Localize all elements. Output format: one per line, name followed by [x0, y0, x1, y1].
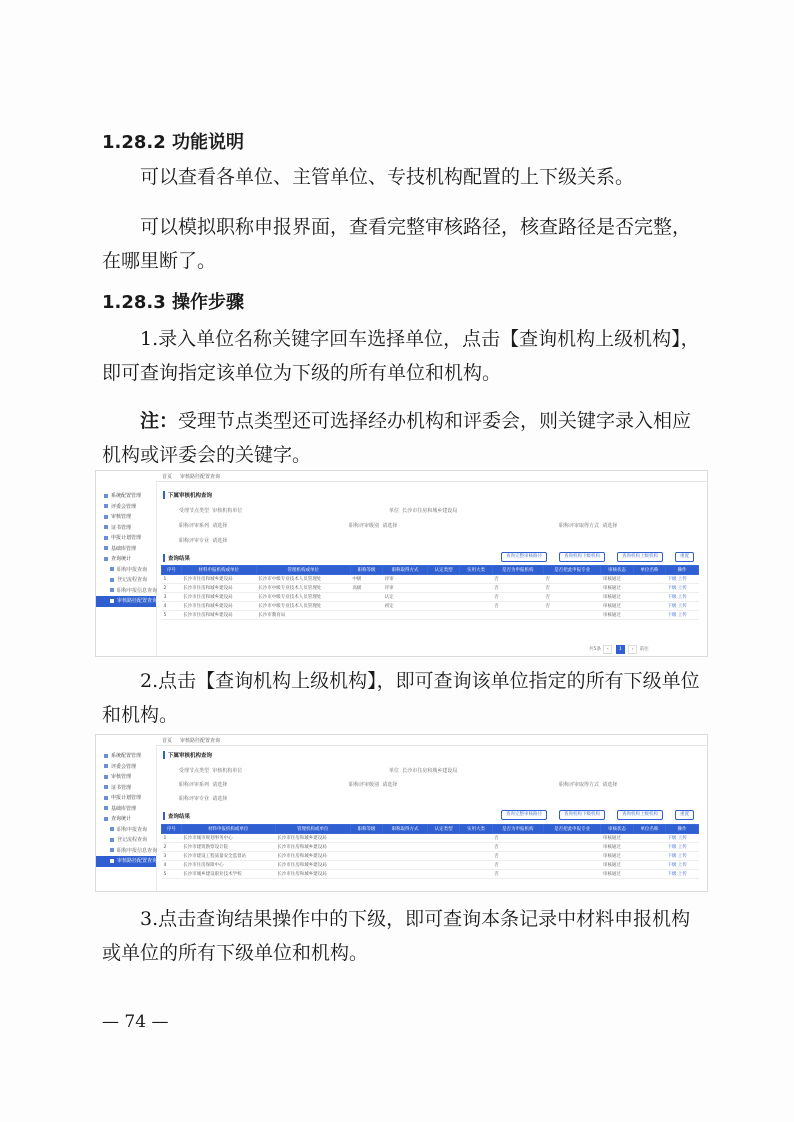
table-cell [633, 593, 665, 602]
table-header-cell: 序号 [162, 825, 182, 834]
major-select[interactable]: 请选择 [212, 796, 228, 802]
sidebar-item-query[interactable]: 查询统计 [96, 814, 156, 825]
doc-icon [110, 859, 114, 863]
table-cell: 中级 [350, 575, 382, 584]
sidebar [96, 745, 157, 891]
row-actions[interactable]: 下级 上传 [665, 870, 698, 879]
table-cell [350, 602, 382, 611]
full-path-button[interactable]: 查询完整审核路径 [501, 552, 547, 562]
note-text: 受理节点类型还可选择经办机构和评委会，则关键字录入相应机构或评委会的关键字。 [102, 410, 692, 466]
table-cell: 审核通过 [601, 575, 633, 584]
audit-icon [104, 775, 108, 779]
table-cell: 1 [162, 575, 182, 584]
table-cell [633, 852, 665, 861]
table-cell [428, 575, 460, 584]
paragraph-function-2: 可以模拟职称申报界面，查看完整审核路径，核查路径是否完整，在哪里断了。 [102, 216, 692, 272]
table-cell [633, 834, 665, 843]
unit-input[interactable]: 长沙市住房和城乡建设局 [402, 508, 458, 514]
table-cell [460, 593, 492, 602]
table-cell: 长沙市住房和城乡建设局 [275, 843, 350, 852]
way-select[interactable]: 请选择 [602, 523, 618, 529]
certificate-icon [104, 525, 108, 529]
table-row [162, 861, 699, 870]
table-cell [633, 584, 665, 593]
table-cell: 长沙市城市规划事务中心 [181, 834, 275, 843]
form-series: 职称评审系列 请选择 [179, 782, 228, 788]
table-cell: 长沙市住房和城乡建设局 [275, 861, 350, 870]
table-cell [460, 834, 492, 843]
table-cell: 评审 [383, 584, 428, 593]
table-cell [350, 843, 382, 852]
page-number: — 74 — [102, 1012, 169, 1032]
sidebar-item-audit[interactable]: 审核管理 [96, 512, 156, 523]
table-cell: 2 [162, 584, 182, 593]
table-cell [383, 834, 428, 843]
table-cell [350, 861, 382, 870]
table-cell: 长沙市中级专业技术人员管理处 [256, 593, 350, 602]
table-cell: 长沙市住房和城乡建设局 [181, 593, 256, 602]
table-cell [460, 870, 492, 879]
lower-org-button[interactable]: 查询机构下级机构 [559, 552, 605, 562]
table-cell: 否 [492, 861, 543, 870]
table-cell [350, 834, 382, 843]
table-header-cell: 审核状态 [601, 825, 633, 834]
table-header-cell: 是否为申报机构 [492, 566, 543, 575]
form-series: 职称评审系列 请选择 [179, 523, 228, 529]
step-2-text: 2.点击【查询机构上级机构】，即可查询该单位指定的所有下级单位和机构。 [102, 670, 700, 726]
paragraph-function-1: 可以查看各单位、主管单位、专技机构配置的上下级关系。 [140, 166, 635, 188]
sidebar-item-info-query[interactable]: 职称申报信息查询 [96, 846, 156, 857]
table-header-cell: 操作 [665, 566, 698, 575]
table-cell: 否 [492, 602, 543, 611]
table-row [162, 593, 699, 602]
row-actions[interactable]: 下级 上传 [665, 843, 698, 852]
step-1-text: 1.录入单位名称关键字回车选择单位，点击【查询机构上级机构】，即可查询指定该单位为下级的所有单位和机构。 [102, 328, 700, 384]
table-cell: 长沙市住房和城乡建设局 [181, 611, 256, 620]
table-cell: 初定 [383, 602, 428, 611]
table-cell [543, 611, 601, 620]
table-header-cell: 认定类型 [428, 825, 460, 834]
doc-icon [110, 578, 114, 582]
table-header-cell: 职称取得方式 [383, 566, 428, 575]
table-cell [428, 852, 460, 861]
doc-icon [110, 827, 114, 831]
level-select[interactable]: 请选择 [382, 523, 398, 529]
table-cell: 高级 [350, 584, 382, 593]
nav-home[interactable]: 首页 [162, 474, 173, 480]
sidebar-item-info-query[interactable]: 职称申报信息查询 [96, 586, 156, 597]
table-cell: 否 [492, 843, 543, 852]
settings-icon [104, 754, 108, 758]
row-actions[interactable]: 下级 上传 [665, 861, 698, 870]
table-cell: 长沙市住房和城乡建设局 [181, 575, 256, 584]
sidebar-item-certificate[interactable]: 证书管理 [96, 783, 156, 794]
table-cell: 长沙市城乡建设职业技术学校 [181, 870, 275, 879]
form-level: 职称评审级别 请选择 [349, 782, 398, 788]
table-cell [492, 611, 543, 620]
form-unit: 单位 长沙市住房和城乡建设局 [389, 768, 458, 774]
table-cell [460, 575, 492, 584]
table-cell: 长沙市教育局 [256, 611, 350, 620]
database-icon [104, 546, 108, 550]
table-cell: 1 [162, 834, 182, 843]
table-cell [633, 602, 665, 611]
reset-button[interactable]: 重置 [675, 552, 694, 562]
form-node-type: 受理节点类型 审核机构单位 [179, 508, 243, 514]
sidebar-item-path-query[interactable]: 审核路径配置查询 [96, 596, 156, 607]
table-cell: 否 [543, 593, 601, 602]
committee-icon [104, 504, 108, 508]
table-row [162, 834, 699, 843]
table-cell: 4 [162, 602, 182, 611]
search-icon [104, 817, 108, 821]
table-header-cell: 是否把此申报专业 [543, 825, 601, 834]
sidebar [96, 481, 157, 656]
form-way: 职称评审取得方式 请选择 [559, 782, 618, 788]
pager-prev[interactable]: ‹ [603, 645, 612, 654]
table-header-cell: 职称等级 [350, 566, 382, 575]
form-major: 职称评审专业 请选择 [179, 796, 228, 802]
form-node-type: 受理节点类型 审核机构单位 [179, 768, 243, 774]
row-actions[interactable]: 下级 上传 [665, 852, 698, 861]
table-cell [460, 852, 492, 861]
table-row [162, 611, 699, 620]
table-cell: 否 [492, 584, 543, 593]
nav-tab[interactable]: 审核路径配置查询 [180, 474, 221, 480]
table-cell [543, 852, 601, 861]
sidebar-item-certificate[interactable]: 证书管理 [96, 523, 156, 534]
table-cell: 否 [543, 602, 601, 611]
sidebar-item-committee[interactable]: 评委会管理 [96, 502, 156, 513]
sidebar-item-system[interactable]: 系统配置管理 [96, 491, 156, 502]
table-cell [543, 834, 601, 843]
table-cell: 评审 [383, 575, 428, 584]
row-actions[interactable]: 下级 上传 [665, 834, 698, 843]
reset-button[interactable]: 重置 [675, 810, 694, 820]
table-cell [633, 861, 665, 870]
table-cell [383, 861, 428, 870]
section-heading-steps: 1.28.3 操作步骤 [102, 292, 245, 313]
note-paragraph [102, 404, 702, 472]
major-select[interactable]: 请选择 [212, 538, 228, 544]
table-cell: 否 [492, 593, 543, 602]
nav-home[interactable]: 首页 [162, 738, 173, 744]
database-icon [104, 806, 108, 810]
table-cell: 5 [162, 870, 182, 879]
table-header-cell: 实用大类 [460, 825, 492, 834]
upper-org-button[interactable]: 查询机构上级机构 [617, 552, 663, 562]
node-type-select[interactable]: 审核机构单位 [212, 508, 243, 514]
pager-next[interactable]: › [628, 645, 637, 654]
table-cell: 审核通过 [601, 611, 633, 620]
table-cell: 5 [162, 611, 182, 620]
table-header-cell: 材料申报机构或单位 [181, 825, 275, 834]
table-header-cell: 操作 [665, 825, 698, 834]
table-cell [633, 870, 665, 879]
table-cell: 2 [162, 843, 182, 852]
upper-org-button[interactable]: 查询机构上级机构 [617, 810, 663, 820]
results-table [161, 565, 699, 620]
table-cell [543, 870, 601, 879]
lower-org-button[interactable]: 查询机构下级机构 [559, 810, 605, 820]
table-header-cell: 序号 [162, 566, 182, 575]
doc-icon [110, 567, 114, 571]
table-row [162, 575, 699, 584]
sidebar-item-database[interactable]: 基础库管理 [96, 804, 156, 815]
table-header-cell: 单位名称 [633, 825, 665, 834]
table-header-cell: 管理机构或单位 [275, 825, 350, 834]
main-panel [159, 745, 705, 891]
table-cell [460, 602, 492, 611]
table-cell [428, 870, 460, 879]
table-cell: 审核通过 [601, 870, 633, 879]
table-cell [350, 870, 382, 879]
table-cell: 审核通过 [601, 593, 633, 602]
section-heading-function: 1.28.2 功能说明 [102, 132, 245, 153]
table-cell [543, 843, 601, 852]
form-unit: 单位 长沙市住房和城乡建设局 [389, 508, 458, 514]
table-cell [543, 861, 601, 870]
table-cell [383, 852, 428, 861]
table-cell: 审核通过 [601, 861, 633, 870]
table-cell [428, 861, 460, 870]
sidebar-item-flow-query[interactable]: 登记流程查询 [96, 835, 156, 846]
screenshot-query-lower [95, 734, 708, 892]
table-cell [428, 584, 460, 593]
audit-icon [104, 515, 108, 519]
sidebar-item-system[interactable]: 系统配置管理 [96, 751, 156, 762]
table-cell [460, 861, 492, 870]
doc-icon [110, 599, 114, 603]
table-cell: 长沙市住房和城乡建设局 [181, 584, 256, 593]
table-cell [428, 593, 460, 602]
table-cell [428, 834, 460, 843]
table-row [162, 843, 699, 852]
sidebar-item-audit[interactable]: 审核管理 [96, 772, 156, 783]
table-cell: 审核通过 [601, 602, 633, 611]
table-cell: 认定 [383, 593, 428, 602]
table-cell: 审核通过 [601, 843, 633, 852]
table-cell: 长沙市住房和城乡建设局 [275, 834, 350, 843]
table-cell: 3 [162, 852, 182, 861]
table-cell: 长沙市中级专业技术人员管理处 [256, 584, 350, 593]
panel-title: 下属审核机构查询 [163, 491, 212, 499]
table-cell [383, 870, 428, 879]
table-row [162, 852, 699, 861]
main-panel [159, 481, 705, 656]
table-cell [633, 575, 665, 584]
row-actions[interactable]: 下级 上传 [665, 575, 698, 584]
sidebar-item-plan[interactable]: 申报计划管理 [96, 533, 156, 544]
table-cell: 审核通过 [601, 852, 633, 861]
table-row [162, 602, 699, 611]
table-header-cell: 单位名称 [633, 566, 665, 575]
table-cell: 审核通过 [601, 834, 633, 843]
sidebar-item-apply-query[interactable]: 职称申报查询 [96, 565, 156, 576]
sidebar-item-database[interactable]: 基础库管理 [96, 544, 156, 555]
table-cell [428, 843, 460, 852]
unit-input[interactable]: 长沙市住房和城乡建设局 [402, 768, 458, 774]
nav-tab[interactable]: 审核路径配置查询 [180, 738, 221, 744]
table-cell: 否 [492, 852, 543, 861]
table-cell: 长沙市建设工程质量安全监督站 [181, 852, 275, 861]
table-header-cell: 是否为申报机构 [492, 825, 543, 834]
table-cell [633, 611, 665, 620]
doc-icon [110, 848, 114, 852]
table-cell [460, 611, 492, 620]
note-label: 注： [140, 410, 179, 432]
row-actions[interactable]: 下级 上传 [665, 602, 698, 611]
step-3-text: 3.点击查询结果操作中的下级，即可查询本条记录中材料申报机构或单位的所有下级单位和机构。 [102, 908, 691, 964]
way-select[interactable]: 请选择 [602, 782, 618, 788]
table-header-cell: 职称取得方式 [383, 825, 428, 834]
table-cell [350, 593, 382, 602]
table-cell: 长沙市住房和城乡建设局 [275, 870, 350, 879]
table-row [162, 870, 699, 879]
sidebar-item-committee[interactable]: 评委会管理 [96, 762, 156, 773]
table-cell: 否 [492, 834, 543, 843]
pager-goto[interactable]: 前往 [639, 647, 649, 652]
table-cell: 长沙市建筑勘察设计院 [181, 843, 275, 852]
table-header-cell: 实用大类 [460, 566, 492, 575]
table-cell [383, 611, 428, 620]
node-type-select[interactable]: 审核机构单位 [212, 768, 243, 774]
certificate-icon [104, 785, 108, 789]
table-cell [350, 611, 382, 620]
series-select[interactable]: 请选择 [212, 782, 228, 788]
table-cell [350, 852, 382, 861]
committee-icon [104, 764, 108, 768]
table-cell [460, 843, 492, 852]
table-cell: 长沙市中级专业技术人员管理处 [256, 575, 350, 584]
plan-icon [104, 796, 108, 800]
sidebar-item-path-query[interactable]: 审核路径配置查询 [96, 856, 156, 867]
screenshot-query-upper [95, 470, 708, 657]
row-actions[interactable]: 下级 上传 [665, 611, 698, 620]
table-cell: 否 [543, 575, 601, 584]
table-cell [633, 843, 665, 852]
table-cell: 长沙市中级专业技术人员管理处 [256, 602, 350, 611]
form-level: 职称评审级别 请选择 [349, 523, 398, 529]
sidebar-item-flow-query[interactable]: 登记流程查询 [96, 575, 156, 586]
table-cell [460, 584, 492, 593]
doc-icon [110, 838, 114, 842]
search-icon [104, 557, 108, 561]
table-header-cell: 职称等级 [350, 825, 382, 834]
results-table [161, 824, 699, 879]
results-title: 查询结果 [163, 554, 190, 562]
table-cell: 否 [492, 575, 543, 584]
table-cell [428, 602, 460, 611]
settings-icon [104, 494, 108, 498]
results-title: 查询结果 [163, 812, 190, 820]
table-header-cell: 认定类型 [428, 566, 460, 575]
full-path-button[interactable]: 查询完整审核路径 [501, 810, 547, 820]
table-cell: 长沙市住房和城乡建设局 [181, 602, 256, 611]
doc-icon [110, 588, 114, 592]
sidebar-item-apply-query[interactable]: 职称申报查询 [96, 825, 156, 836]
form-major: 职称评审专业 请选择 [179, 538, 228, 544]
table-cell: 审核通过 [601, 584, 633, 593]
table-cell [428, 611, 460, 620]
pager [589, 645, 649, 654]
pager-current[interactable]: 1 [616, 645, 625, 654]
row-actions[interactable]: 下级 上传 [665, 584, 698, 593]
table-header-cell: 是否把此申报专业 [543, 566, 601, 575]
table-header-cell: 管理机构或单位 [256, 566, 350, 575]
table-header-cell: 材料申报机构或单位 [181, 566, 256, 575]
panel-title: 下属审核机构查询 [163, 751, 212, 759]
series-select[interactable]: 请选择 [212, 523, 228, 529]
table-header-cell: 审核状态 [601, 566, 633, 575]
table-cell: 长沙市住房和城乡建设局 [275, 852, 350, 861]
row-actions[interactable]: 下级 上传 [665, 593, 698, 602]
level-select[interactable]: 请选择 [382, 782, 398, 788]
table-cell: 否 [492, 870, 543, 879]
form-way: 职称评审取得方式 请选择 [559, 523, 618, 529]
table-cell: 长沙市住房保障中心 [181, 861, 275, 870]
table-cell: 3 [162, 593, 182, 602]
plan-icon [104, 536, 108, 540]
table-cell: 4 [162, 861, 182, 870]
table-cell: 否 [543, 584, 601, 593]
pager-total: 共5条 [589, 647, 601, 652]
sidebar-item-query[interactable]: 查询统计 [96, 554, 156, 565]
table-cell [383, 843, 428, 852]
table-row [162, 584, 699, 593]
sidebar-item-plan[interactable]: 申报计划管理 [96, 793, 156, 804]
